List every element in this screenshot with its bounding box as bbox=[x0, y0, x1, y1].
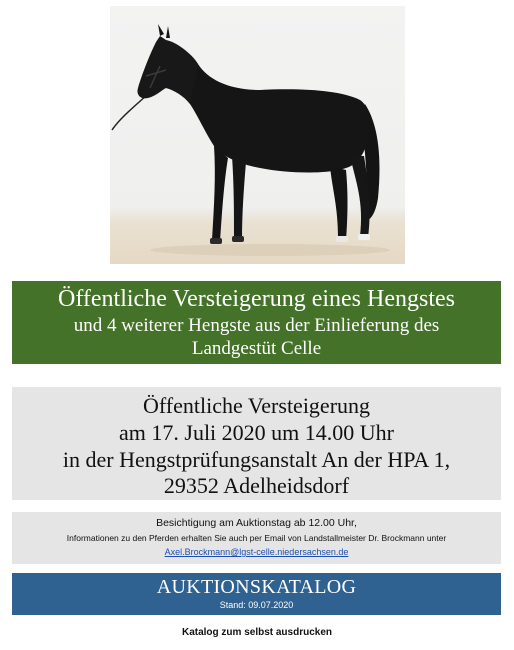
catalog-title: AUKTIONSKATALOG bbox=[156, 576, 357, 598]
auction-venue: in der Hengstprüfungsanstalt An der HPA 1, bbox=[62, 447, 451, 472]
horse-illustration bbox=[110, 6, 405, 264]
catalog-banner[interactable] bbox=[12, 573, 501, 615]
horse-photo bbox=[110, 6, 405, 264]
contact-info: Informationen zu den Pferden erhalten Sie auch per Email von Landstallmeister Dr. Brockmann unter bbox=[66, 533, 447, 543]
title-banner bbox=[12, 281, 501, 364]
auction-date: am 17. Juli 2020 um 14.00 Uhr bbox=[119, 420, 394, 445]
print-catalog-link[interactable]: Katalog zum selbst ausdrucken bbox=[181, 627, 333, 638]
title-line-2: und 4 weiterer Hengste aus der Einlieferung des bbox=[73, 315, 440, 336]
email-link[interactable]: Axel.Brockmann@lgst-celle.niedersachsen.de bbox=[164, 547, 349, 557]
viewing-time: Besichtigung am Auktionstag ab 12.00 Uhr, bbox=[156, 517, 357, 529]
auction-details-box bbox=[12, 387, 501, 500]
auction-town: 29352 Adelheidsdorf bbox=[163, 473, 350, 498]
catalog-stand: Stand: 09.07.2020 bbox=[219, 600, 294, 610]
title-line-3: Landgestüt Celle bbox=[191, 338, 322, 359]
info-box bbox=[12, 512, 501, 564]
title-line-1: Öffentliche Versteigerung eines Hengstes bbox=[58, 286, 455, 312]
email-line bbox=[12, 546, 501, 559]
auction-heading: Öffentliche Versteigerung bbox=[142, 393, 371, 418]
